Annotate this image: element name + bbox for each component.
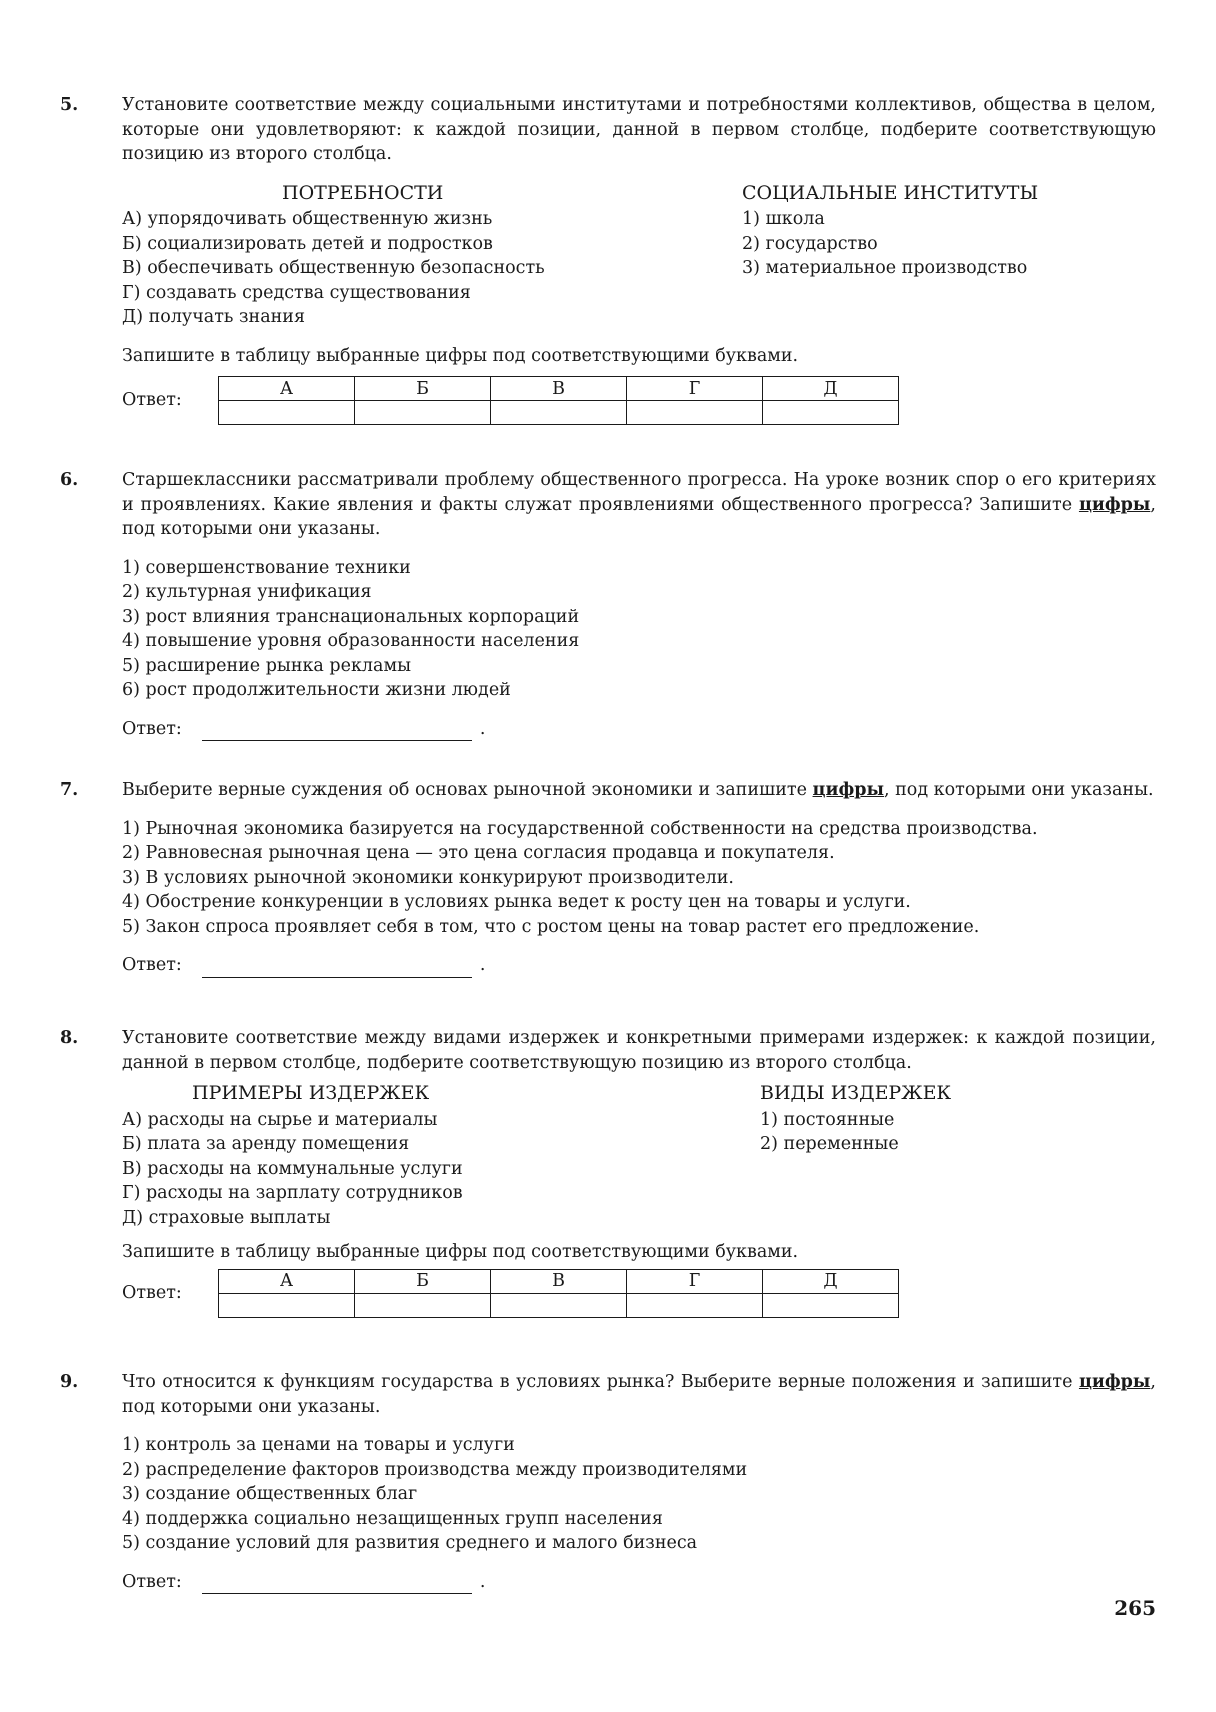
list-item: А) упорядочивать общественную жизнь [122, 209, 493, 229]
answer-label: Ответ: [122, 390, 182, 411]
list-item: 4) Обострение конкуренции в условиях рынка ведет к росту цен на товары и услуги. [122, 892, 911, 912]
answer-table [218, 376, 899, 425]
list-item: 1) школа [742, 209, 825, 229]
list-item: 1) контроль за ценами на товары и услуги [122, 1435, 515, 1455]
table-header-cell: Б [355, 377, 491, 401]
answer-label: Ответ: [122, 718, 182, 739]
task-9: 9. Что относится к функциям государства в условиях рынка? Выберите верные положения и запишите цифры, под которыми они указаны. 1) контроль за ценами на товары и услуги 2) распределение факторов производства между производителями 3) создание общественных благ 4) поддержка социально незащищенных групп населения 5) создание условий для развития среднего и малого бизнеса Ответ: . [60, 1370, 1156, 1594]
list-item: 3) В условиях рыночной экономики конкурируют производители. [122, 867, 734, 888]
list-item: Б) социализировать детей и подростков [122, 233, 493, 254]
list-item: 2) Равновесная рыночная цена — это цена согласия продавца и покупателя. [122, 843, 835, 863]
table-header-cell: Д [763, 1269, 899, 1293]
table-header-cell: Г [627, 1269, 763, 1293]
right-column-heading: ВИДЫ ИЗДЕРЖЕК [760, 1082, 952, 1104]
answer-field[interactable] [202, 1573, 472, 1594]
list-item: Д) получать знания [122, 307, 306, 327]
answer-cell[interactable] [219, 401, 355, 425]
list-item: Г) расходы на зарплату сотрудников [122, 1183, 463, 1203]
answer-label: Ответ: [122, 1571, 182, 1592]
page-number: 265 [1114, 1596, 1156, 1620]
instruction: Запишите в таблицу выбранные цифры под соответствующими буквами. [122, 1242, 799, 1262]
table-header-cell: В [491, 377, 627, 401]
list-item: 1) Рыночная экономика базируется на государственной собственности на средства производства. [122, 818, 1038, 839]
list-item: Д) страховые выплаты [122, 1207, 331, 1228]
task-6: 6. Старшеклассники рассматривали проблему общественного прогресса. На уроке возник спор о его критериях и проявлениях. Какие явления и факты служат проявлениями общественного прогресса? Запишите цифры, под которыми они указаны. 1) совершенствование техники 2) культурная унификация 3) рост влияния транснациональных корпораций 4) повышение уровня образованности населения 5) расширение рынка рекламы 6) рост продолжительности жизни людей Ответ: . [60, 468, 1156, 741]
left-column-heading: ПОТРЕБНОСТИ [282, 181, 444, 204]
answer-field[interactable] [202, 720, 472, 741]
list-item: 6) рост продолжительности жизни людей [122, 680, 511, 700]
answer-table [218, 1269, 899, 1318]
answer-cell[interactable] [491, 401, 627, 425]
instruction: Запишите в таблицу выбранные цифры под соответствующими буквами. [122, 345, 799, 366]
list-item: 3) рост влияния транснациональных корпораций [122, 606, 580, 627]
list-item: 3) материальное производство [742, 258, 1028, 278]
task-text: Установите соответствие между социальными институтами и потребностями коллективов, общества в целом, которые они удовлетворяют: к каждой позиции, данной в первом столбце, подберите соответствующую позицию из второго столбца. [122, 95, 1156, 164]
answer-cell[interactable] [627, 401, 763, 425]
task-number: 6. [60, 470, 79, 490]
task-text: Установите соответствие между видами издержек и конкретными примерами издержек: к каждой позиции, данной в первом столбце, подберите соответствующую позицию из второго столбца. [122, 1028, 1156, 1073]
task-number: 7. [60, 780, 79, 800]
matching-columns [122, 1081, 1156, 1230]
list-item: 2) культурная унификация [122, 582, 372, 602]
matching-columns [122, 181, 1156, 330]
table-header-cell: Б [355, 1269, 491, 1293]
answer-cell[interactable] [763, 401, 899, 425]
task-text: Что относится к функциям государства в условиях рынка? Выберите верные положения и запишите цифры, под которыми они указаны. [122, 1372, 1156, 1417]
answer-label: Ответ: [122, 1282, 182, 1303]
list-item: 4) поддержка социально незащищенных групп населения [122, 1508, 663, 1529]
table-header-cell: Г [627, 377, 763, 401]
task-number: 5. [60, 95, 79, 115]
list-item: 5) Закон спроса проявляет себя в том, что с ростом цены на товар растет его предложение. [122, 916, 980, 937]
emphasis-digits: цифры [1078, 1372, 1151, 1392]
options-list [122, 1433, 1156, 1556]
task-number: 9. [60, 1372, 79, 1392]
list-item: 1) совершенствование техники [122, 557, 411, 578]
list-item: В) обеспечивать общественную безопасность [122, 258, 545, 278]
task-8 [60, 1026, 1156, 1318]
task-5 [60, 93, 1156, 425]
list-item: 2) государство [742, 233, 878, 254]
emphasis-digits: цифры [812, 780, 885, 800]
list-item: А) расходы на сырье и материалы [122, 1109, 438, 1130]
task-7: 7. Выберите верные суждения об основах рыночной экономики и запишите цифры, под которыми они указаны. 1) Рыночная экономика базируется на государственной собственности на средства производства. 2) Равновесная рыночная цена — это цена согласия продавца и покупателя. 3) В условиях рыночной экономики конкурируют производители. 4) Обострение конкуренции в условиях рынка ведет к росту цен на товары и услуги. 5) Закон спроса проявляет себя в том, что с ростом цены на товар растет его предложение. Ответ: . [60, 778, 1156, 978]
task-text: Выберите верные суждения об основах рыночной экономики и запишите цифры, под которыми они указаны. [122, 780, 1154, 800]
answer-cell[interactable] [491, 1293, 627, 1317]
answer-label: Ответ: [122, 955, 182, 975]
table-header-cell: А [219, 377, 355, 401]
list-item: 5) создание условий для развития среднего и малого бизнеса [122, 1533, 698, 1553]
task-number: 8. [60, 1028, 79, 1048]
list-item: 4) повышение уровня образованности населения [122, 631, 580, 651]
table-header-cell: Д [763, 377, 899, 401]
list-item: 3) создание общественных благ [122, 1484, 418, 1504]
list-item: 1) постоянные [760, 1109, 895, 1130]
emphasis-digits: цифры [1078, 494, 1151, 515]
list-item: Б) плата за аренду помещения [122, 1134, 410, 1154]
right-column-heading: СОЦИАЛЬНЫЕ ИНСТИТУТЫ [742, 181, 1039, 204]
answer-cell[interactable] [219, 1293, 355, 1317]
table-header-cell: А [219, 1269, 355, 1293]
list-item: 5) расширение рынка рекламы [122, 655, 412, 676]
answer-field[interactable] [202, 957, 472, 978]
list-item: Г) создавать средства существования [122, 282, 471, 303]
list-item: В) расходы на коммунальные услуги [122, 1158, 463, 1179]
left-column-heading: ПРИМЕРЫ ИЗДЕРЖЕК [192, 1082, 430, 1104]
list-item: 2) распределение факторов производства между производителями [122, 1459, 748, 1480]
answer-cell[interactable] [355, 1293, 491, 1317]
table-header-cell: В [491, 1269, 627, 1293]
task-text: Старшеклассники рассматривали проблему общественного прогресса. На уроке возник спор о его критериях и проявлениях. Какие явления и факты служат проявлениями общественного прогресса? Запишите цифры, под которыми они указаны. [122, 470, 1156, 539]
answer-cell[interactable] [355, 401, 491, 425]
answer-cell[interactable] [763, 1293, 899, 1317]
answer-cell[interactable] [627, 1293, 763, 1317]
options-list [122, 556, 1156, 703]
options-list [122, 817, 1156, 940]
list-item: 2) переменные [760, 1134, 899, 1154]
